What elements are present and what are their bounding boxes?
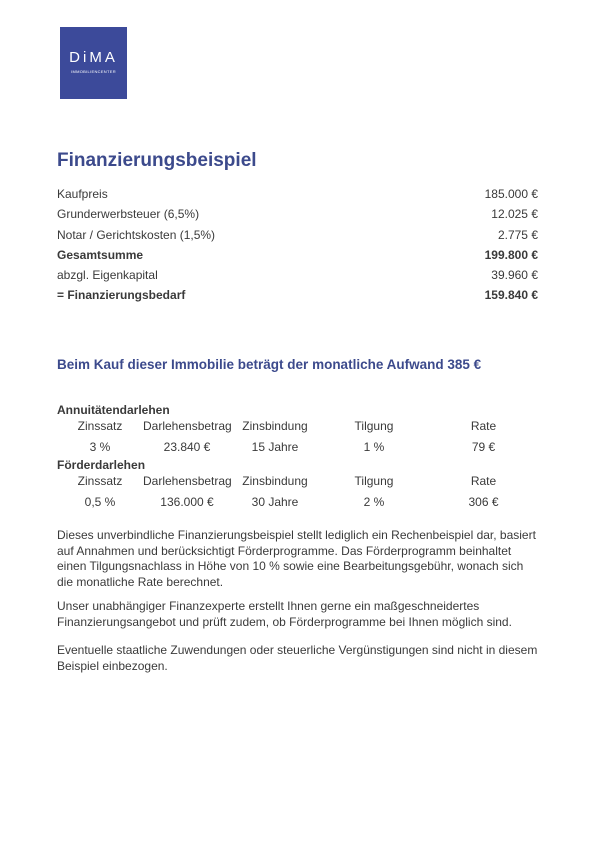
column-header: Rate <box>470 419 497 433</box>
logo-brand: DiMA <box>69 49 118 66</box>
subsidy-note-paragraph: Eventuelle staatliche Zuwendungen oder steuerliche Vergünstigungen sind nicht in diesem Beispiel einbezogen. <box>57 643 538 673</box>
cost-label: Grunderwerbsteuer (6,5%) <box>57 207 200 222</box>
cost-row-grunderwerbsteuer <box>57 204 538 224</box>
column-header: Darlehensbetrag <box>143 419 232 433</box>
loan-title-annuity: Annuitätendarlehen <box>57 403 170 417</box>
advisor-paragraph: Unser unabhängiger Finanzexperte erstellt Ihnen gerne ein maßgeschneidertes Finanzierungsangebot und prüft zudem, ob Förderprogramme bei Ihnen möglich sind. <box>57 599 512 629</box>
cost-label: abzgl. Eigenkapital <box>57 268 158 283</box>
loan-value: 3 % <box>89 440 111 454</box>
cost-label: Gesamtsumme <box>57 247 144 262</box>
loan-value: 306 € <box>468 495 499 509</box>
disclaimer-paragraph: Dieses unverbindliche Finanzierungsbeispiel stellt lediglich ein Rechenbeispiel dar, basiert auf Annahmen und berücksichtigt Förderprogramme. Das Förderprogramm beinhaltet einen Tilgungsnachlass in Höhe von 10 % sowie eine Bearbeitungsgebühr, wonach sich die monatliche Rate berechnet. <box>57 528 536 589</box>
cost-value: 2.775 € <box>497 227 538 242</box>
cost-value: 159.840 € <box>484 288 538 303</box>
logo-subtitle: IMMOBILIENCENTER <box>71 69 116 74</box>
column-header: Zinssatz <box>77 419 123 433</box>
loan-value: 79 € <box>471 440 496 454</box>
loan-value-row <box>57 437 538 457</box>
column-header: Zinssatz <box>77 474 123 488</box>
loan-table-annuity <box>57 416 538 457</box>
loan-value-row <box>57 492 538 512</box>
column-header: Rate <box>470 474 497 488</box>
monthly-cost-headline: Beim Kauf dieser Immobilie beträgt der monatliche Aufwand 385 € <box>57 357 482 372</box>
loan-table-foerder <box>57 471 538 512</box>
loan-header-row <box>57 471 538 491</box>
cost-value: 12.025 € <box>491 207 538 222</box>
cost-value: 39.960 € <box>491 268 538 283</box>
page-title: Finanzierungsbeispiel <box>57 150 257 171</box>
loan-value: 30 Jahre <box>251 495 299 509</box>
cost-row-gesamtsumme <box>57 245 538 265</box>
column-header: Darlehensbetrag <box>143 474 232 488</box>
column-header: Tilgung <box>354 474 394 488</box>
cost-breakdown <box>57 184 538 306</box>
column-header: Zinsbindung <box>242 419 308 433</box>
company-logo <box>60 27 127 99</box>
cost-row-kaufpreis <box>57 184 538 204</box>
loan-title-foerder: Förderdarlehen <box>57 458 146 472</box>
cost-value: 185.000 € <box>484 187 538 201</box>
cost-label: Notar / Gerichtskosten (1,5%) <box>57 227 216 242</box>
loan-value: 15 Jahre <box>251 440 299 454</box>
loan-value: 136.000 € <box>160 495 214 509</box>
loan-value: 2 % <box>363 495 385 509</box>
loan-value: 0,5 % <box>84 495 116 509</box>
cost-row-finanzierungsbedarf <box>57 285 538 305</box>
column-header: Zinsbindung <box>242 474 308 488</box>
loan-value: 1 % <box>363 440 385 454</box>
loan-value: 23.840 € <box>163 440 211 454</box>
cost-value: 199.800 € <box>484 247 538 262</box>
cost-label: = Finanzierungsbedarf <box>57 288 186 303</box>
cost-row-notar <box>57 225 538 245</box>
loan-header-row <box>57 416 538 436</box>
cost-row-eigenkapital <box>57 265 538 285</box>
cost-label: Kaufpreis <box>57 187 108 201</box>
column-header: Tilgung <box>354 419 394 433</box>
